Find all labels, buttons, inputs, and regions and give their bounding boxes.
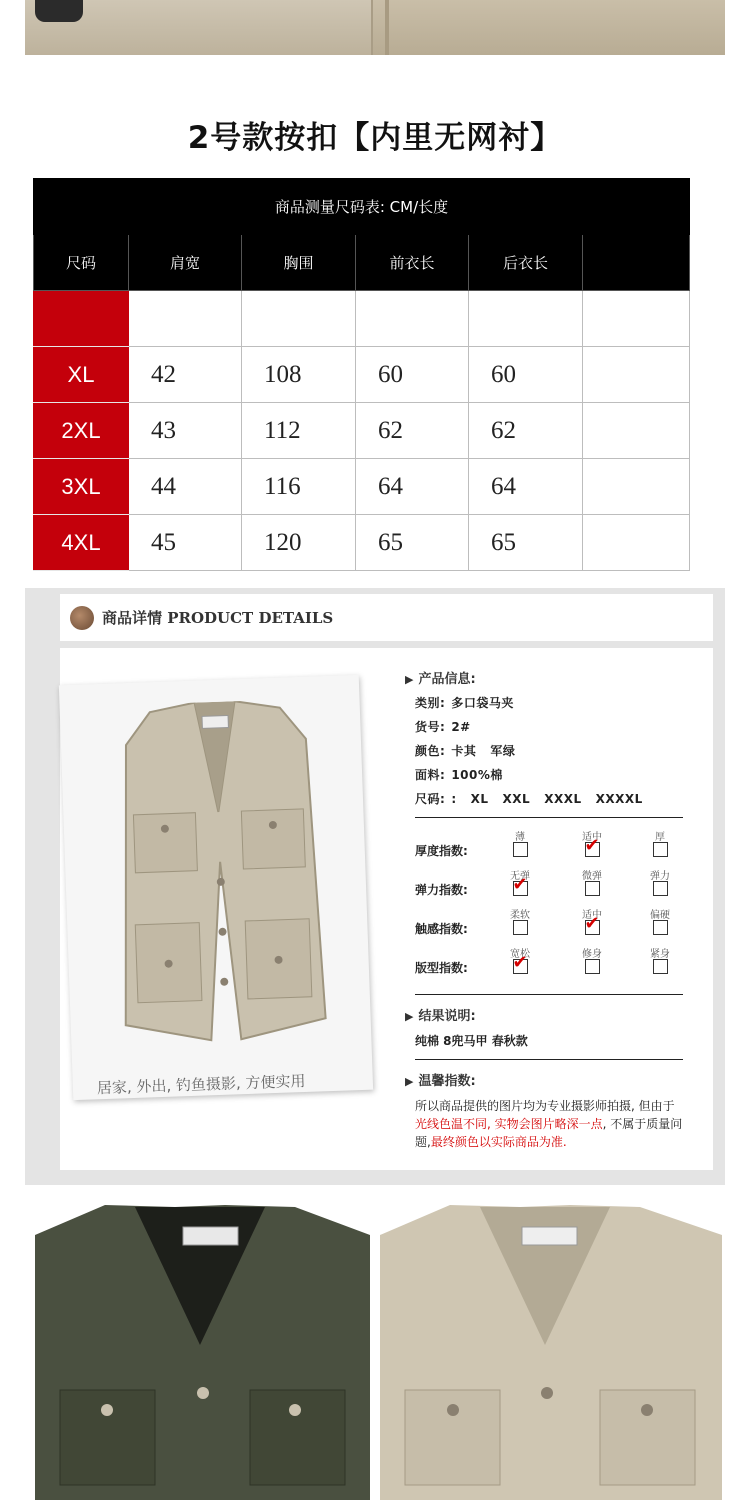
header-chest: 胸围	[242, 235, 356, 291]
color-value: 军绿	[490, 744, 516, 758]
triangle-bullet-icon: ▶	[405, 673, 414, 686]
header-back-length: 后衣长	[469, 235, 583, 291]
product-photo-card	[59, 675, 373, 1100]
sizes-label: 尺码:	[415, 792, 446, 806]
back-length-value: 64	[469, 459, 583, 515]
chest-value: 108	[242, 347, 356, 403]
color-label: 颜色:	[415, 744, 446, 758]
shoulder-value: 42	[129, 347, 242, 403]
item-no-line	[415, 718, 705, 735]
checkbox	[513, 842, 528, 857]
triangle-bullet-icon: ▶	[405, 1010, 414, 1023]
index-label: 版型指数:	[415, 961, 468, 975]
notice-highlight: 最终颜色以实际商品为准.	[430, 1135, 567, 1149]
option-text: 柔软	[510, 910, 530, 921]
brand-logo-icon	[70, 606, 94, 630]
divider	[415, 817, 683, 818]
checkbox	[585, 959, 600, 974]
result-title	[405, 1005, 705, 1024]
front-length-value: 65	[356, 515, 469, 571]
notice-title-text: 温馨指数:	[418, 1074, 476, 1089]
color-value: 卡其	[451, 744, 477, 758]
back-length-value: 60	[469, 347, 583, 403]
product-info-title	[405, 668, 705, 687]
size-chart-caption-row	[34, 179, 690, 235]
size-chart-caption: 商品测量尺码表: CM/长度	[34, 179, 690, 235]
index-row-touch	[415, 906, 705, 945]
front-length-value: 64	[356, 459, 469, 515]
fabric-value: 100%棉	[451, 768, 503, 782]
option-text: 无弹	[510, 871, 530, 882]
index-option	[640, 867, 680, 900]
checkbox	[513, 920, 528, 935]
zipper-detail	[35, 0, 83, 22]
sizes-line	[415, 790, 705, 807]
shoulder-value: 44	[129, 459, 242, 515]
top-product-photo-strip	[25, 0, 725, 55]
bottom-vest-photos	[25, 1195, 725, 1500]
triangle-bullet-icon: ▶	[405, 1075, 414, 1088]
notice-text-part: 所以商品提供的图片均为专业摄影师拍摄, 但由于	[415, 1099, 675, 1113]
blank-cell	[583, 347, 690, 403]
index-option	[572, 867, 612, 900]
size-option: XXXL	[544, 792, 582, 806]
index-row-fit	[415, 945, 705, 984]
fabric-label: 面料:	[415, 768, 446, 782]
index-option	[572, 828, 612, 861]
index-grid	[405, 828, 705, 984]
checkbox	[585, 881, 600, 896]
section-title: 2号款按扣【内里无网衬】	[187, 120, 563, 156]
option-text: 弹力	[650, 871, 670, 882]
chest-value: 112	[242, 403, 356, 459]
index-option	[500, 945, 540, 978]
blank-cell	[356, 291, 469, 347]
checkbox-checked	[585, 842, 600, 857]
checkbox-checked	[585, 920, 600, 935]
checkbox	[653, 842, 668, 857]
product-details-heading: 商品详情 PRODUCT DETAILS	[102, 609, 334, 627]
size-label: 4XL	[34, 515, 129, 571]
khaki-vest-photo	[380, 1205, 722, 1500]
table-row-blank	[34, 291, 690, 347]
back-length-value: 62	[469, 403, 583, 459]
item-no-value: 2#	[451, 720, 471, 734]
color-line	[415, 742, 705, 759]
blank-cell	[583, 515, 690, 571]
blank-cell	[583, 291, 690, 347]
garment-photo-right	[371, 0, 725, 55]
blank-cell	[242, 291, 356, 347]
index-option	[640, 828, 680, 861]
size-option: XXL	[502, 792, 531, 806]
option-text: 微弹	[582, 871, 602, 882]
blank-cell	[129, 291, 242, 347]
checkbox-checked	[513, 959, 528, 974]
category-label: 类别:	[415, 696, 446, 710]
index-option	[640, 945, 680, 978]
index-label: 弹力指数:	[415, 883, 468, 897]
blank-cell	[583, 403, 690, 459]
divider	[415, 994, 683, 995]
option-text: 修身	[582, 949, 602, 960]
result-title-text: 结果说明:	[418, 1009, 476, 1024]
notice-text	[415, 1097, 685, 1151]
blank-cell	[583, 459, 690, 515]
table-row	[34, 459, 690, 515]
chest-value: 116	[242, 459, 356, 515]
product-details-panel	[25, 588, 725, 1185]
option-text: 紧身	[650, 949, 670, 960]
header-front-length: 前衣长	[356, 235, 469, 291]
index-label: 厚度指数:	[415, 844, 468, 858]
shoulder-value: 45	[129, 515, 242, 571]
front-length-value: 62	[356, 403, 469, 459]
item-no-label: 货号:	[415, 720, 446, 734]
index-row-elasticity	[415, 867, 705, 906]
photo-caption: 居家, 外出, 钓鱼摄影, 方便实用	[96, 1072, 306, 1098]
notice-text-part: , 不属于质量问题,	[415, 1117, 683, 1149]
shoulder-value: 43	[129, 403, 242, 459]
divider	[415, 1059, 683, 1060]
index-option	[572, 906, 612, 939]
table-row	[34, 403, 690, 459]
option-text: 偏硬	[650, 910, 670, 921]
index-option	[640, 906, 680, 939]
size-label: XL	[34, 347, 129, 403]
size-label: 2XL	[34, 403, 129, 459]
sizes-separator: :	[451, 792, 457, 806]
table-row	[34, 515, 690, 571]
pocket-seam	[385, 0, 389, 55]
chest-value: 120	[242, 515, 356, 571]
checkbox	[653, 959, 668, 974]
option-text: 宽松	[510, 949, 530, 960]
notice-highlight: 光线色温不同, 实物会图片略深一点	[415, 1117, 603, 1131]
product-spec-area	[405, 668, 705, 1151]
header-empty	[583, 235, 690, 291]
table-row	[34, 347, 690, 403]
index-label: 触感指数:	[415, 922, 468, 936]
size-chart-table	[33, 178, 690, 571]
blank-cell	[469, 291, 583, 347]
checkbox-checked	[513, 881, 528, 896]
result-text: 纯棉 8兜马甲 春秋款	[415, 1034, 528, 1048]
checkbox	[653, 881, 668, 896]
product-info-title-text: 产品信息:	[418, 672, 476, 687]
index-option	[500, 906, 540, 939]
size-chart-header-row	[34, 235, 690, 291]
option-text: 适中	[582, 910, 602, 921]
index-option	[500, 867, 540, 900]
option-text: 厚	[655, 832, 665, 843]
index-row-thickness	[415, 828, 705, 867]
size-label: 3XL	[34, 459, 129, 515]
front-length-value: 60	[356, 347, 469, 403]
vest-illustration	[110, 698, 332, 1045]
garment-photo-left	[25, 0, 371, 55]
category-line	[415, 694, 705, 711]
fabric-line	[415, 766, 705, 783]
index-option	[572, 945, 612, 978]
notice-title	[405, 1070, 705, 1089]
size-cell-blank	[34, 291, 129, 347]
checkbox	[653, 920, 668, 935]
product-details-header	[60, 594, 713, 641]
army-green-vest-photo	[35, 1205, 370, 1500]
product-details-body	[60, 648, 713, 1170]
category-value: 多口袋马夹	[451, 696, 514, 710]
index-option	[500, 828, 540, 861]
option-text: 适中	[582, 832, 602, 843]
size-option: XXXXL	[595, 792, 643, 806]
option-text: 薄	[515, 832, 525, 843]
back-length-value: 65	[469, 515, 583, 571]
header-size: 尺码	[34, 235, 129, 291]
header-shoulder: 肩宽	[129, 235, 242, 291]
size-option: XL	[470, 792, 489, 806]
